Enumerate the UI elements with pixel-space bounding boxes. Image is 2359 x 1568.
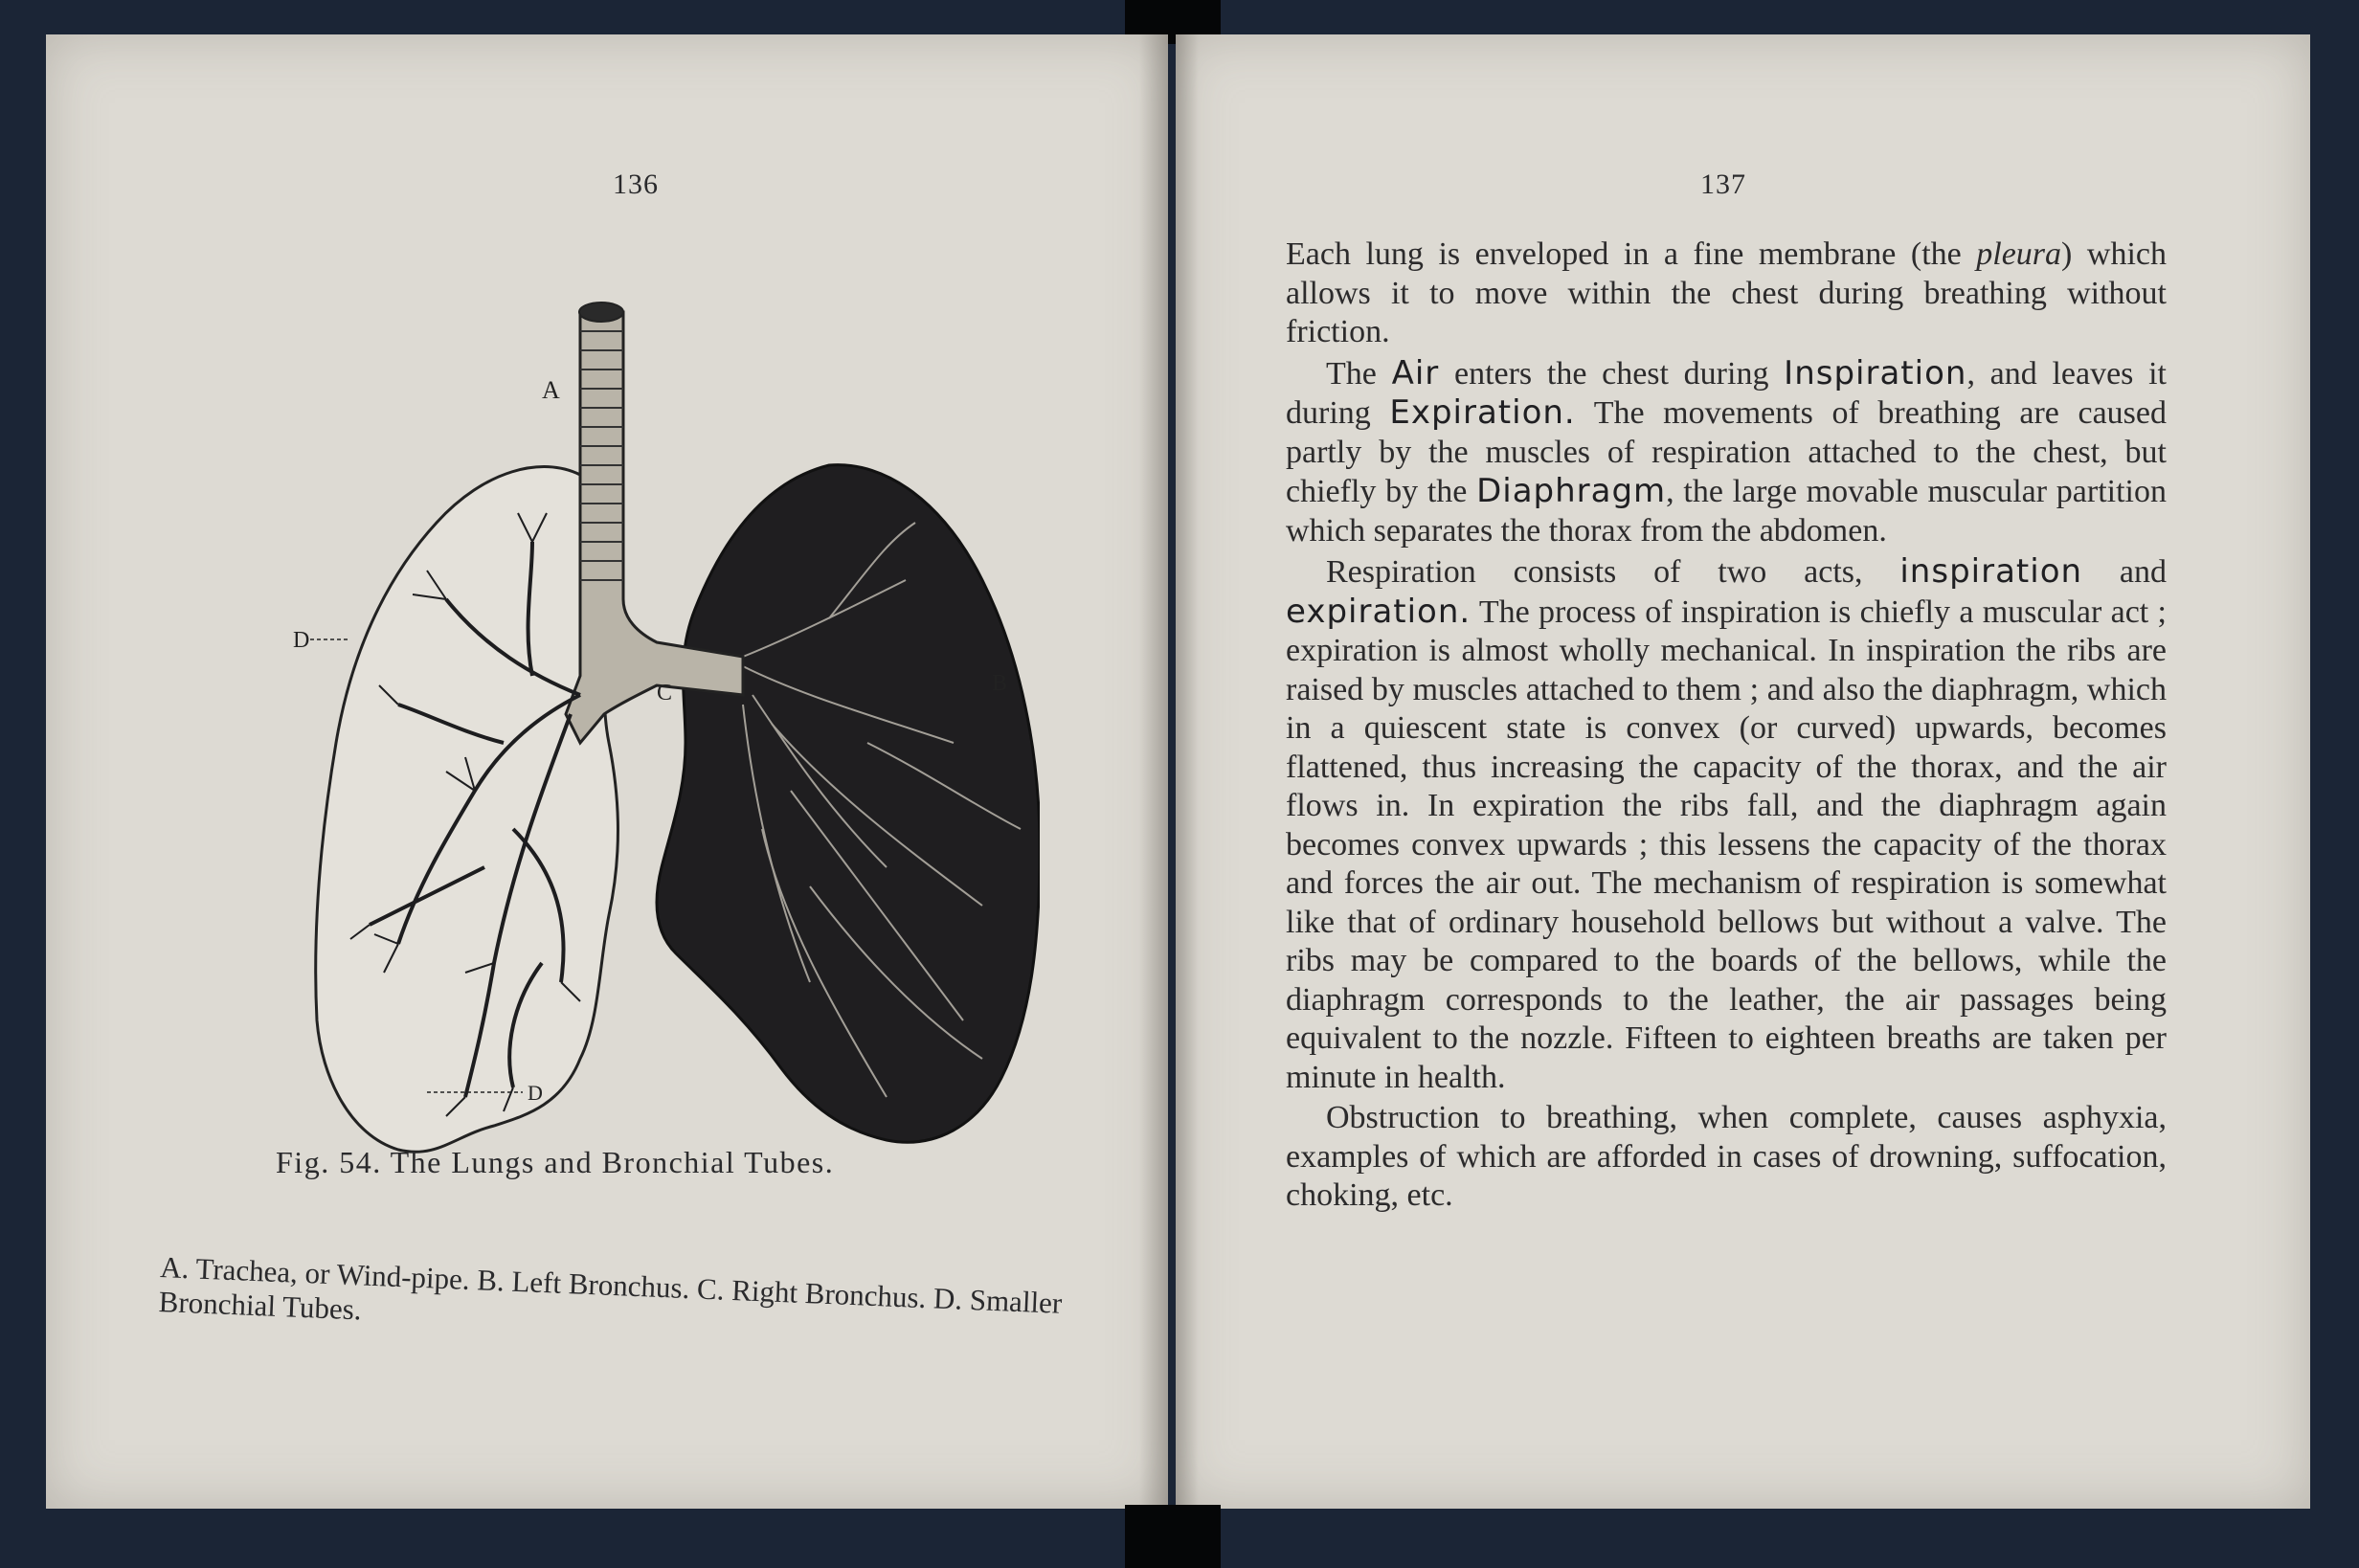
label-b: B [992,671,1008,696]
label-c: C [657,681,673,706]
trachea [566,312,743,743]
book-spine-bottom [1125,1505,1221,1568]
label-a: A [542,376,560,404]
page-number-right: 137 [1700,168,1746,200]
figure-legend: A. Trachea, or Wind-pipe. B. Left Bronchus. C. Right Bronchus. D. Smaller Bronchial Tubes. [158,1250,1063,1327]
paragraph-pleura: Each lung is enveloped in a fine membrane (the pleura) which allows it to move within the chest during breathing without friction. [1286,236,2167,349]
right-page [1176,34,2310,1509]
left-page [46,34,1168,1509]
lungs-illustration [293,293,1040,1193]
body-text [1286,235,2167,1218]
paragraph-respiration: Respiration consists of two acts, inspiration and expiration. The process of inspiration is chiefly a muscular act ; expiration is almost wholly mechanical. In inspiration the ribs are raised by muscles attached to them ; and also the diaphragm, which in a quiescent state is convex (or curved) upwards, becomes flattened, thus increasing the capacity of the thorax, and the air flows in. In expiration the ribs fall, and the diaphragm again becomes convex upwards ; this lessens the capacity of the thorax and forces the air out. The mechanism of respiration is somewhat like that of ordinary household bellows but without a valve. The ribs may be compared to the boards of the bellows, while the diaphragm corresponds to the leather, the air passages being equivalent to the nozzle. Fifteen to eighteen breaths are taken per minute in health. [1286,552,2167,1095]
label-d-lower: D [528,1081,543,1105]
paragraph-obstruction: Obstruction to breathing, when complete, causes asphyxia, examples of which are afforded in cases of drowning, suffocation, choking, etc. [1286,1100,2167,1213]
page-number-left: 136 [613,168,659,200]
left-lung [657,465,1040,1143]
figure-caption: Fig. 54. The Lungs and Bronchial Tubes. [276,1145,835,1179]
paragraph-air: The Air enters the chest during Inspiration, and leaves it during Expiration. The movements of breathing are caused partly by the muscles of respiration attached to the chest, but chiefly by the Diaphragm, the large movable muscular partition which separates the thorax from the abdomen. [1286,353,2168,549]
right-lung-outline [316,467,618,1153]
label-d: D [293,628,310,653]
